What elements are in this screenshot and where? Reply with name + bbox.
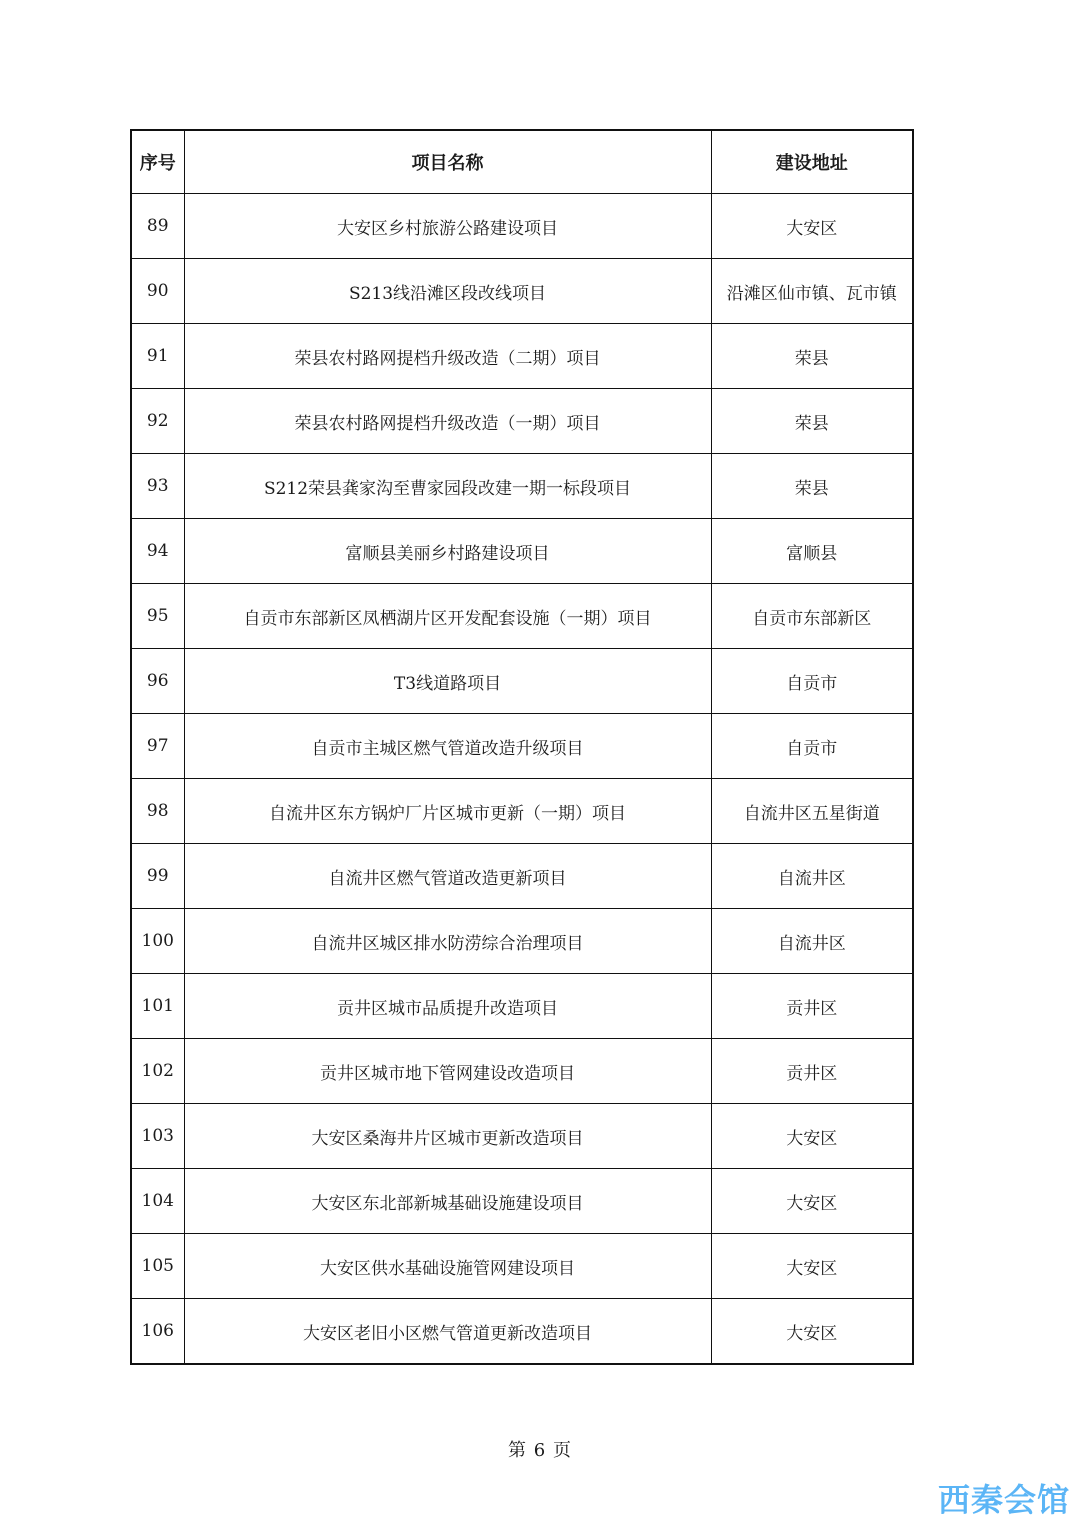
cell-construction-site: 荣县: [711, 389, 913, 454]
cell-serial-number: 97: [131, 714, 184, 779]
cell-construction-site: 荣县: [711, 324, 913, 389]
table-row: [131, 1169, 913, 1234]
cell-construction-site: 大安区: [711, 1104, 913, 1169]
header-serial-number: 序号: [131, 130, 184, 194]
cell-serial-number: 98: [131, 779, 184, 844]
cell-serial-number: 101: [131, 974, 184, 1039]
cell-construction-site: 荣县: [711, 454, 913, 519]
table-header-row: [131, 130, 913, 194]
cell-serial-number: 100: [131, 909, 184, 974]
table-row: [131, 454, 913, 519]
table-row: [131, 844, 913, 909]
cell-construction-site: 自流井区: [711, 844, 913, 909]
cell-serial-number: 103: [131, 1104, 184, 1169]
cell-construction-site: 大安区: [711, 1234, 913, 1299]
cell-construction-site: 大安区: [711, 194, 913, 259]
cell-serial-number: 96: [131, 649, 184, 714]
table-row: [131, 714, 913, 779]
cell-project-name: 荣县农村路网提档升级改造（二期）项目: [184, 324, 711, 389]
project-table: [130, 129, 914, 1365]
table-row: [131, 974, 913, 1039]
cell-project-name: 贡井区城市地下管网建设改造项目: [184, 1039, 711, 1104]
table-row: [131, 1104, 913, 1169]
cell-serial-number: 104: [131, 1169, 184, 1234]
cell-serial-number: 90: [131, 259, 184, 324]
cell-serial-number: 106: [131, 1299, 184, 1365]
cell-construction-site: 自贡市: [711, 714, 913, 779]
cell-project-name: 大安区乡村旅游公路建设项目: [184, 194, 711, 259]
table-row: [131, 324, 913, 389]
cell-serial-number: 92: [131, 389, 184, 454]
cell-construction-site: 大安区: [711, 1169, 913, 1234]
table-row: [131, 1039, 913, 1104]
cell-project-name: 大安区桑海井片区城市更新改造项目: [184, 1104, 711, 1169]
cell-project-name: T3线道路项目: [184, 649, 711, 714]
cell-construction-site: 贡井区: [711, 974, 913, 1039]
cell-construction-site: 自贡市东部新区: [711, 584, 913, 649]
cell-serial-number: 93: [131, 454, 184, 519]
cell-construction-site: 自流井区: [711, 909, 913, 974]
header-project-name: 项目名称: [184, 130, 711, 194]
page-number: 第 6 页: [508, 1440, 572, 1461]
cell-construction-site: 自流井区五星街道: [711, 779, 913, 844]
table-row: [131, 389, 913, 454]
cell-construction-site: 富顺县: [711, 519, 913, 584]
cell-construction-site: 自贡市: [711, 649, 913, 714]
cell-construction-site: 贡井区: [711, 1039, 913, 1104]
cell-serial-number: 91: [131, 324, 184, 389]
cell-serial-number: 99: [131, 844, 184, 909]
table-row: [131, 649, 913, 714]
table-body: [131, 194, 913, 1365]
table-row: [131, 194, 913, 259]
table-row: [131, 1234, 913, 1299]
cell-project-name: 大安区东北部新城基础设施建设项目: [184, 1169, 711, 1234]
cell-project-name: 富顺县美丽乡村路建设项目: [184, 519, 711, 584]
cell-serial-number: 89: [131, 194, 184, 259]
cell-project-name: 荣县农村路网提档升级改造（一期）项目: [184, 389, 711, 454]
cell-construction-site: 沿滩区仙市镇、瓦市镇: [711, 259, 913, 324]
cell-project-name: 贡井区城市品质提升改造项目: [184, 974, 711, 1039]
cell-project-name: 大安区供水基础设施管网建设项目: [184, 1234, 711, 1299]
cell-serial-number: 105: [131, 1234, 184, 1299]
cell-project-name: 自流井区城区排水防涝综合治理项目: [184, 909, 711, 974]
table-row: [131, 779, 913, 844]
watermark-logo: 西秦会馆: [937, 1481, 1070, 1519]
table-row: [131, 259, 913, 324]
cell-project-name: 自流井区东方锅炉厂片区城市更新（一期）项目: [184, 779, 711, 844]
cell-serial-number: 95: [131, 584, 184, 649]
table-row: [131, 519, 913, 584]
header-construction-site: 建设地址: [711, 130, 913, 194]
cell-project-name: 大安区老旧小区燃气管道更新改造项目: [184, 1299, 711, 1365]
cell-project-name: S212荣县龚家沟至曹家园段改建一期一标段项目: [184, 454, 711, 519]
cell-serial-number: 94: [131, 519, 184, 584]
cell-project-name: 自流井区燃气管道改造更新项目: [184, 844, 711, 909]
table-row: [131, 584, 913, 649]
cell-project-name: S213线沿滩区段改线项目: [184, 259, 711, 324]
cell-project-name: 自贡市东部新区凤栖湖片区开发配套设施（一期）项目: [184, 584, 711, 649]
cell-project-name: 自贡市主城区燃气管道改造升级项目: [184, 714, 711, 779]
cell-serial-number: 102: [131, 1039, 184, 1104]
table-row: [131, 909, 913, 974]
table-row: [131, 1299, 913, 1365]
cell-construction-site: 大安区: [711, 1299, 913, 1365]
